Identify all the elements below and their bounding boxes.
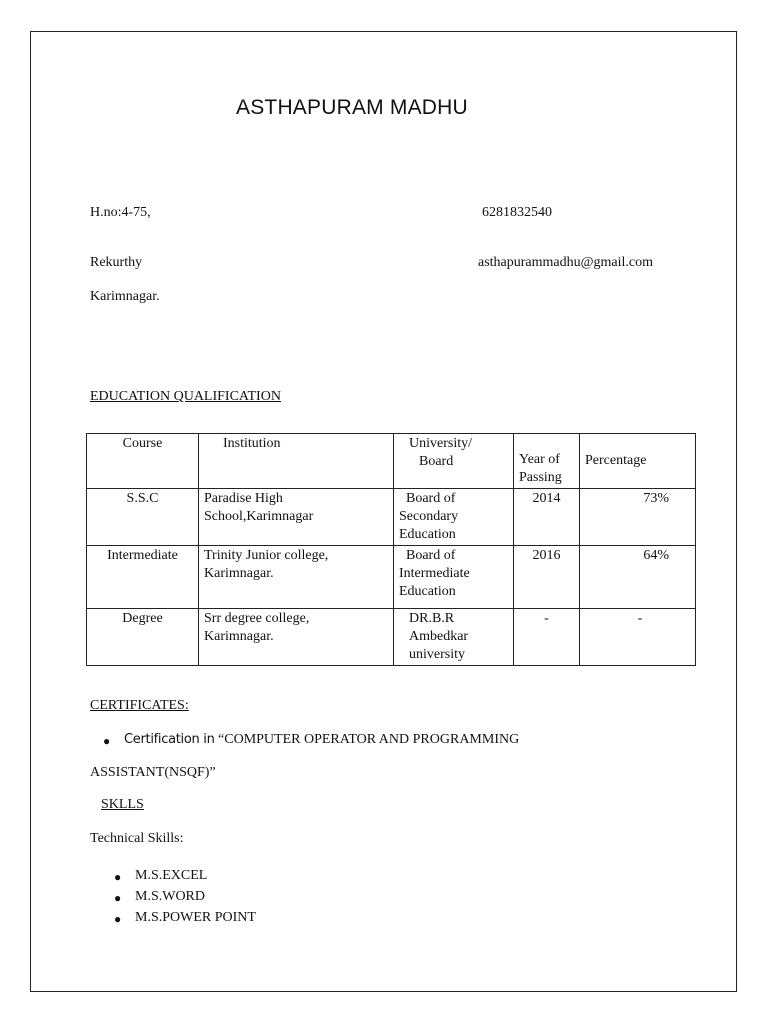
education-heading: EDUCATION QUALIFICATION [90, 389, 281, 404]
skill-item: M.S.WORD [135, 889, 206, 904]
address-line-1: H.no:4-75, [90, 205, 151, 220]
cell-institution: Trinity Junior college, Karimnagar. [199, 546, 394, 609]
header-year: Year of Passing [514, 434, 580, 489]
header-institution: Institution [199, 434, 394, 489]
cell-course: S.S.C [87, 489, 199, 546]
cell-institution: Paradise High School,Karimnagar [199, 489, 394, 546]
header-percentage: Percentage [580, 434, 696, 489]
header-university: University/ Board [394, 434, 514, 489]
cell-year: 2016 [514, 546, 580, 609]
cell-board: Board of Secondary Education [394, 489, 514, 546]
bullet-icon: ● [103, 734, 111, 748]
address-line-3: Karimnagar. [90, 289, 160, 304]
header-course: Course [87, 434, 199, 489]
table-row [87, 609, 696, 666]
technical-skills-subheading: Technical Skills: [90, 831, 184, 846]
email-address: asthapurammadhu@gmail.com [478, 255, 654, 270]
table-header-row [87, 434, 696, 489]
cell-year: - [514, 609, 580, 666]
bullet-icon: ● [114, 870, 122, 884]
resume-name: ASTHAPURAM MADHU [236, 96, 468, 119]
table-row [87, 546, 696, 609]
cell-course: Degree [87, 609, 199, 666]
table-row [87, 489, 696, 546]
phone-number: 6281832540 [482, 205, 552, 220]
bullet-icon: ● [114, 912, 122, 926]
skill-item: M.S.POWER POINT [135, 910, 256, 925]
certificates-heading: CERTIFICATES: [90, 698, 189, 713]
cell-board: Board of Intermediate Education [394, 546, 514, 609]
cell-percentage: 73% [580, 489, 696, 546]
education-table [86, 433, 696, 666]
certificate-item: Certification in “COMPUTER OPERATOR AND PROGRAMMING [124, 732, 520, 747]
skill-item: M.S.EXCEL [135, 868, 208, 883]
cell-year: 2014 [514, 489, 580, 546]
cell-percentage: 64% [580, 546, 696, 609]
cell-board: DR.B.R Ambedkar university [394, 609, 514, 666]
certificate-item-continuation: ASSISTANT(NSQF)” [90, 765, 216, 780]
cell-institution: Srr degree college, Karimnagar. [199, 609, 394, 666]
skills-heading: SKLLS [101, 797, 144, 812]
cell-percentage: - [580, 609, 696, 666]
bullet-icon: ● [114, 891, 122, 905]
address-line-2: Rekurthy [90, 255, 143, 270]
cell-course: Intermediate [87, 546, 199, 609]
